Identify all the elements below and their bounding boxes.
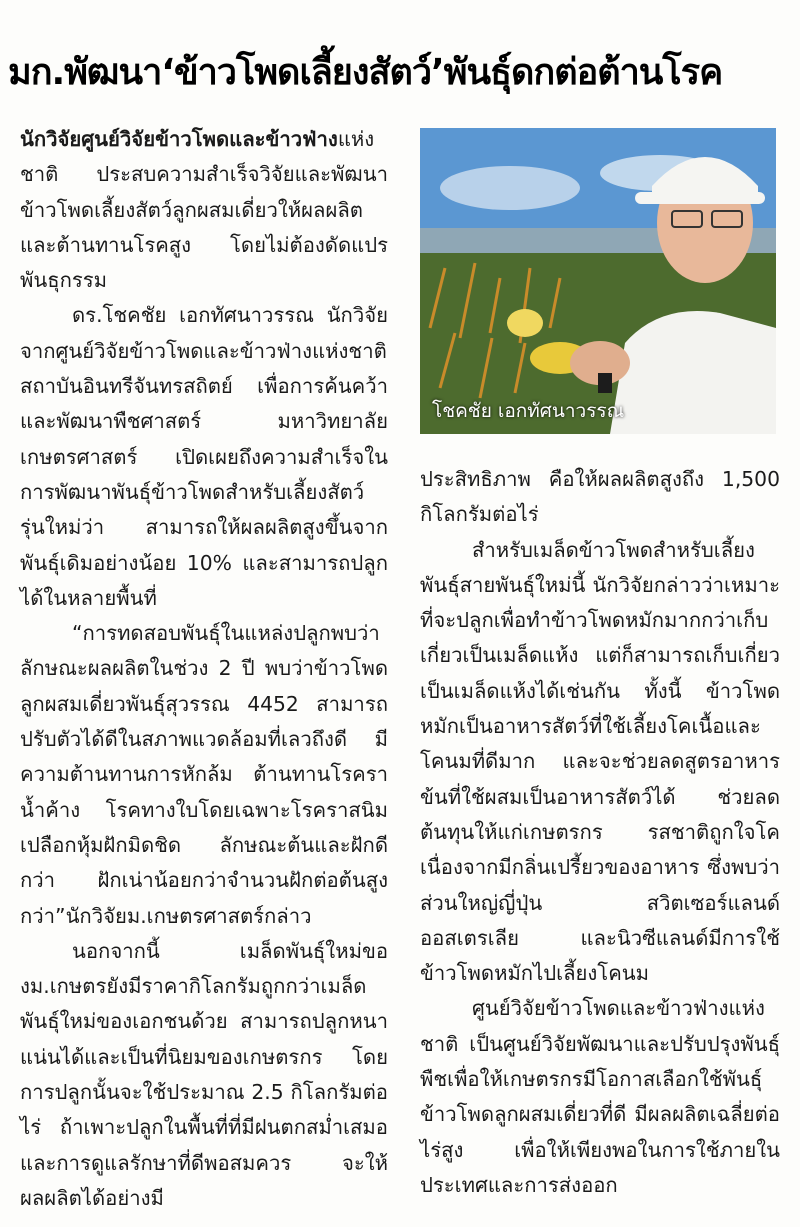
- paragraph-1: [20, 122, 388, 298]
- paragraph-2: ดร.โชคชัย เอกทัศนาวรรณ นักวิจัยจากศูนย์วิจัยข้าวโพดและข้าวฟ่างแห่งชาติ สถาบันอินทรีจันทรสถิตย์ เพื่อการค้นคว้าและพัฒนาพืชศาสตร์ มหาวิทยาลัยเกษตรศาสตร์ เปิดเผยถึงความสำเร็จในการพัฒนาพันธุ์ข้าวโพดสำหรับเลี้ยงสัตว์รุ่นใหม่ว่า สามารถให้ผลผลิตสูงขึ้นจากพันธุ์เดิมอย่างน้อย 10% และสามารถปลูกได้ในหลายพื้นที่: [20, 303, 388, 610]
- paragraph-6: สำหรับเมล็ดข้าวโพดสำหรับเลี้ยงพันธุ์สายพันธุ์ใหม่นี้ นักวิจัยกล่าวว่าเหมาะที่จะปลูกเพื่อทำข้าวโพดหมักมากกว่าเก็บเกี่ยวเป็นเมล็ดแห้ง แต่ก็สามารถเก็บเกี่ยวเป็นเมล็ดแห้งได้เช่นกัน ทั้งนี้ ข้าวโพดหมักเป็นอาหารสัตว์ที่ใช้เลี้ยงโคเนื้อและโคนมที่ดีมาก และจะช่วยลดสูตรอาหารข้นที่ใช้ผสมเป็นอาหารสัตว์ได้ ช่วยลดต้นทุนให้แก่เกษตรกร รสชาติถูกใจโคเนื่องจากมีกลิ่นเปรี้ยวของอาหาร ซึ่งพบว่าส่วนใหญ่ญี่ปุ่น สวิตเซอร์แลนด์ ออสเตรเลีย และนิวซีแลนด์มีการใช้ข้าวโพดหมักไปเลี้ยงโคนม: [420, 537, 780, 986]
- paragraph-5: ประสิทธิภาพ คือให้ผลผลิตสูงถึง 1,500 กิโลกรัมต่อไร่: [420, 467, 780, 527]
- paragraph-1-body: แห่งชาติ ประสบความสำเร็จวิจัยและพัฒนาข้าวโพดเลี้ยงสัตว์ลูกผสมเดี่ยวให้ผลผลิต และต้านทานโรคสูง โดยไม่ต้องดัดแปรพันธุกรรม: [20, 127, 388, 293]
- paragraph-3: “การทดสอบพันธุ์ในแหล่งปลูกพบว่าลักษณะผลผลิตในช่วง 2 ปี พบว่าข้าวโพดลูกผสมเดี่ยวพันธุ์สุวรรณ 4452 สามารถปรับตัวได้ดีในสภาพแวดล้อมที่เลวถึงดี มีความต้านทานการหักล้ม ต้านทานโรคราน้ำค้าง โรคทางใบโดยเฉพาะโรคราสนิม เปลือกหุ้มฝักมิดชิด ลักษณะต้นและฝักดีกว่า ฝักเน่าน้อยกว่าจำนวนฝักต่อต้นสูงกว่า”นักวิจัยม.เกษตรศาสตร์กล่าว: [20, 621, 388, 928]
- photo-caption: โชคชัย เอกทัศนาวรรณ: [432, 400, 625, 422]
- lead-text: นักวิจัยศูนย์วิจัยข้าวโพดและข้าวฟ่าง: [20, 127, 338, 151]
- photo-illustration: [420, 128, 776, 434]
- article-column-1: [20, 122, 388, 1216]
- paragraph-7: ศูนย์วิจัยข้าวโพดและข้าวฟ่างแห่งชาติ เป็นศูนย์วิจัยพัฒนาและปรับปรุงพันธุ์พืชเพื่อให้เกษตรกรมีโอกาสเลือกใช้พันธุ์ข้าวโพดลูกผสมเดี่ยวที่ดี มีผลผลิตเฉลี่ยต่อไร่สูง เพื่อให้เพียงพอในการใช้ภายในประเทศและการส่งออก: [420, 996, 780, 1197]
- researcher-photo: [420, 128, 776, 434]
- headline: มก.พัฒนา‘ข้าวโพดเลี้ยงสัตว์’พันธุ์ดกต่อต้านโรค: [8, 52, 723, 93]
- article-column-2: [420, 462, 780, 1203]
- paragraph-4: นอกจากนี้ เมล็ดพันธุ์ใหม่ของม.เกษตรยังมีราคากิโลกรัมถูกกว่าเมล็ดพันธุ์ใหม่ของเอกชนด้วย สามารถปลูกหนาแน่นได้และเป็นที่นิยมของเกษตรกร โดยการปลูกนั้นจะใช้ประมาณ 2.5 กิโลกรัมต่อไร่ ถ้าเพาะปลูกในพื้นที่ที่มีฝนตกสม่ำเสมอและการดูแลรักษาที่ดีพอสมควร จะให้ผลผลิตได้อย่างมี: [20, 938, 388, 1210]
